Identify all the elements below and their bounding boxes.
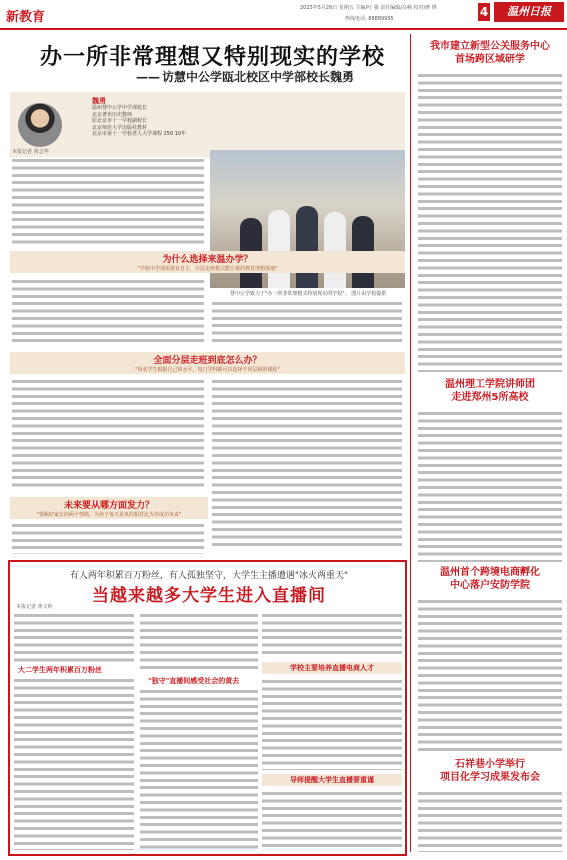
question-3-title: 未来要从哪方面发力？ bbox=[63, 501, 154, 511]
side-article-1-title: 我市建立新型公关服务中心 首场跨区域研学 bbox=[430, 41, 550, 65]
bottom-text-col1b bbox=[14, 677, 134, 850]
photo-caption: 慧中公学致力于"办一所非常理想又特别现实的学校"。 图片由学校提供 bbox=[230, 291, 387, 297]
bottom-subhead-3: 学校主要培养直播电商人才 bbox=[262, 662, 402, 674]
bottom-reporter: 本报记者 黄文婷 bbox=[16, 604, 53, 610]
bottom-subhead-1: 大二学生两年积累百万粉丝 bbox=[18, 666, 102, 674]
page-number: 4 bbox=[479, 5, 489, 19]
reporter-byline: 本报记者 黄志华 bbox=[12, 149, 49, 155]
bottom-text-col1a bbox=[14, 612, 134, 662]
bio-line: 北京师范大学出版社教材 bbox=[92, 124, 148, 131]
question-2-sub: "每名学生根据自己的水平，每门学科都可以选择不同层级的课程" bbox=[135, 367, 280, 373]
side-article-3-title: 温州首个跨境电商孵化 中心落户安防学院 bbox=[440, 567, 540, 591]
bottom-text-col3c bbox=[262, 790, 402, 850]
side-article-1-text bbox=[418, 72, 562, 372]
side-article-2-text bbox=[418, 410, 562, 562]
interviewee-name: 魏勇 bbox=[92, 97, 106, 105]
q1-text-right bbox=[212, 300, 402, 344]
bio-line: 北京市第十一学校老人大学课程 250 10年 bbox=[92, 131, 187, 137]
bottom-text-col2a bbox=[140, 612, 258, 672]
q2-text-right bbox=[212, 378, 402, 546]
intro-text-block bbox=[12, 157, 204, 245]
question-1-banner bbox=[10, 251, 405, 273]
side-article-4-title: 石祥巷小学举行 项目化学习成果发布会 bbox=[440, 759, 540, 783]
bio-lines bbox=[92, 105, 202, 138]
question-1-sub: "学校中学部需要有自主，分层走班模式能让我的教育理想落地" bbox=[137, 266, 278, 272]
bio-line: 北京著名历史教师 bbox=[92, 111, 133, 118]
interviewee-portrait bbox=[18, 103, 62, 147]
side-article-3-text bbox=[418, 598, 562, 754]
bottom-text-col2b bbox=[140, 688, 258, 850]
q3-text-left bbox=[12, 522, 204, 554]
column-divider bbox=[410, 34, 411, 852]
section-name: 新教育 bbox=[6, 10, 46, 25]
question-2-banner bbox=[10, 352, 405, 374]
question-1-title: 为什么选择来温办学？ bbox=[162, 255, 253, 265]
bottom-subhead-2: "独守"直播间感受社会的黄去 bbox=[148, 677, 240, 685]
side-article-4-text bbox=[418, 790, 562, 852]
date-line: 2023年5月26日 星期五 主编/叶 强 责任编辑/高畅 校对/廖 桦 bbox=[300, 5, 437, 11]
bottom-headline: 当越来越多大学生进入直播间 bbox=[92, 586, 326, 606]
newspaper-logo: 温州日报 bbox=[494, 2, 564, 22]
side-article-2-title: 温州理工学院讲师团 走进郑州5所高校 bbox=[445, 379, 535, 403]
bio-line: 温州慧中公学中学部校长 bbox=[92, 105, 148, 111]
bio-panel bbox=[10, 92, 405, 158]
bottom-kicker: 有人两年积累百万粉丝，有人孤独坚守，大学生主播遭遇"冰火两重天" bbox=[69, 571, 349, 581]
page-header bbox=[0, 0, 567, 30]
sub-headline: —— 访慧中公学瓯北校区中学部校长魏勇 bbox=[90, 68, 400, 85]
q1-text-left bbox=[12, 278, 204, 344]
q2-text-left bbox=[12, 378, 204, 490]
bottom-text-col3b bbox=[262, 678, 402, 770]
question-3-sub: "要踢好家长的两个情绪，为孩子每天是真的相对比为非成功负责" bbox=[36, 512, 182, 518]
bio-line: 原北京市十一学校副校长 bbox=[92, 118, 148, 124]
bottom-text-col3a bbox=[262, 612, 402, 658]
main-headline: 办一所非常理想又特别现实的学校 bbox=[39, 45, 385, 70]
phone-line: 热线电话: 88889995 bbox=[345, 16, 394, 22]
question-3-banner bbox=[10, 497, 208, 519]
question-2-title: 全面分层走班到底怎么办？ bbox=[153, 356, 262, 366]
bottom-subhead-4: 导师提醒大学生直播要重谨 bbox=[262, 774, 402, 786]
